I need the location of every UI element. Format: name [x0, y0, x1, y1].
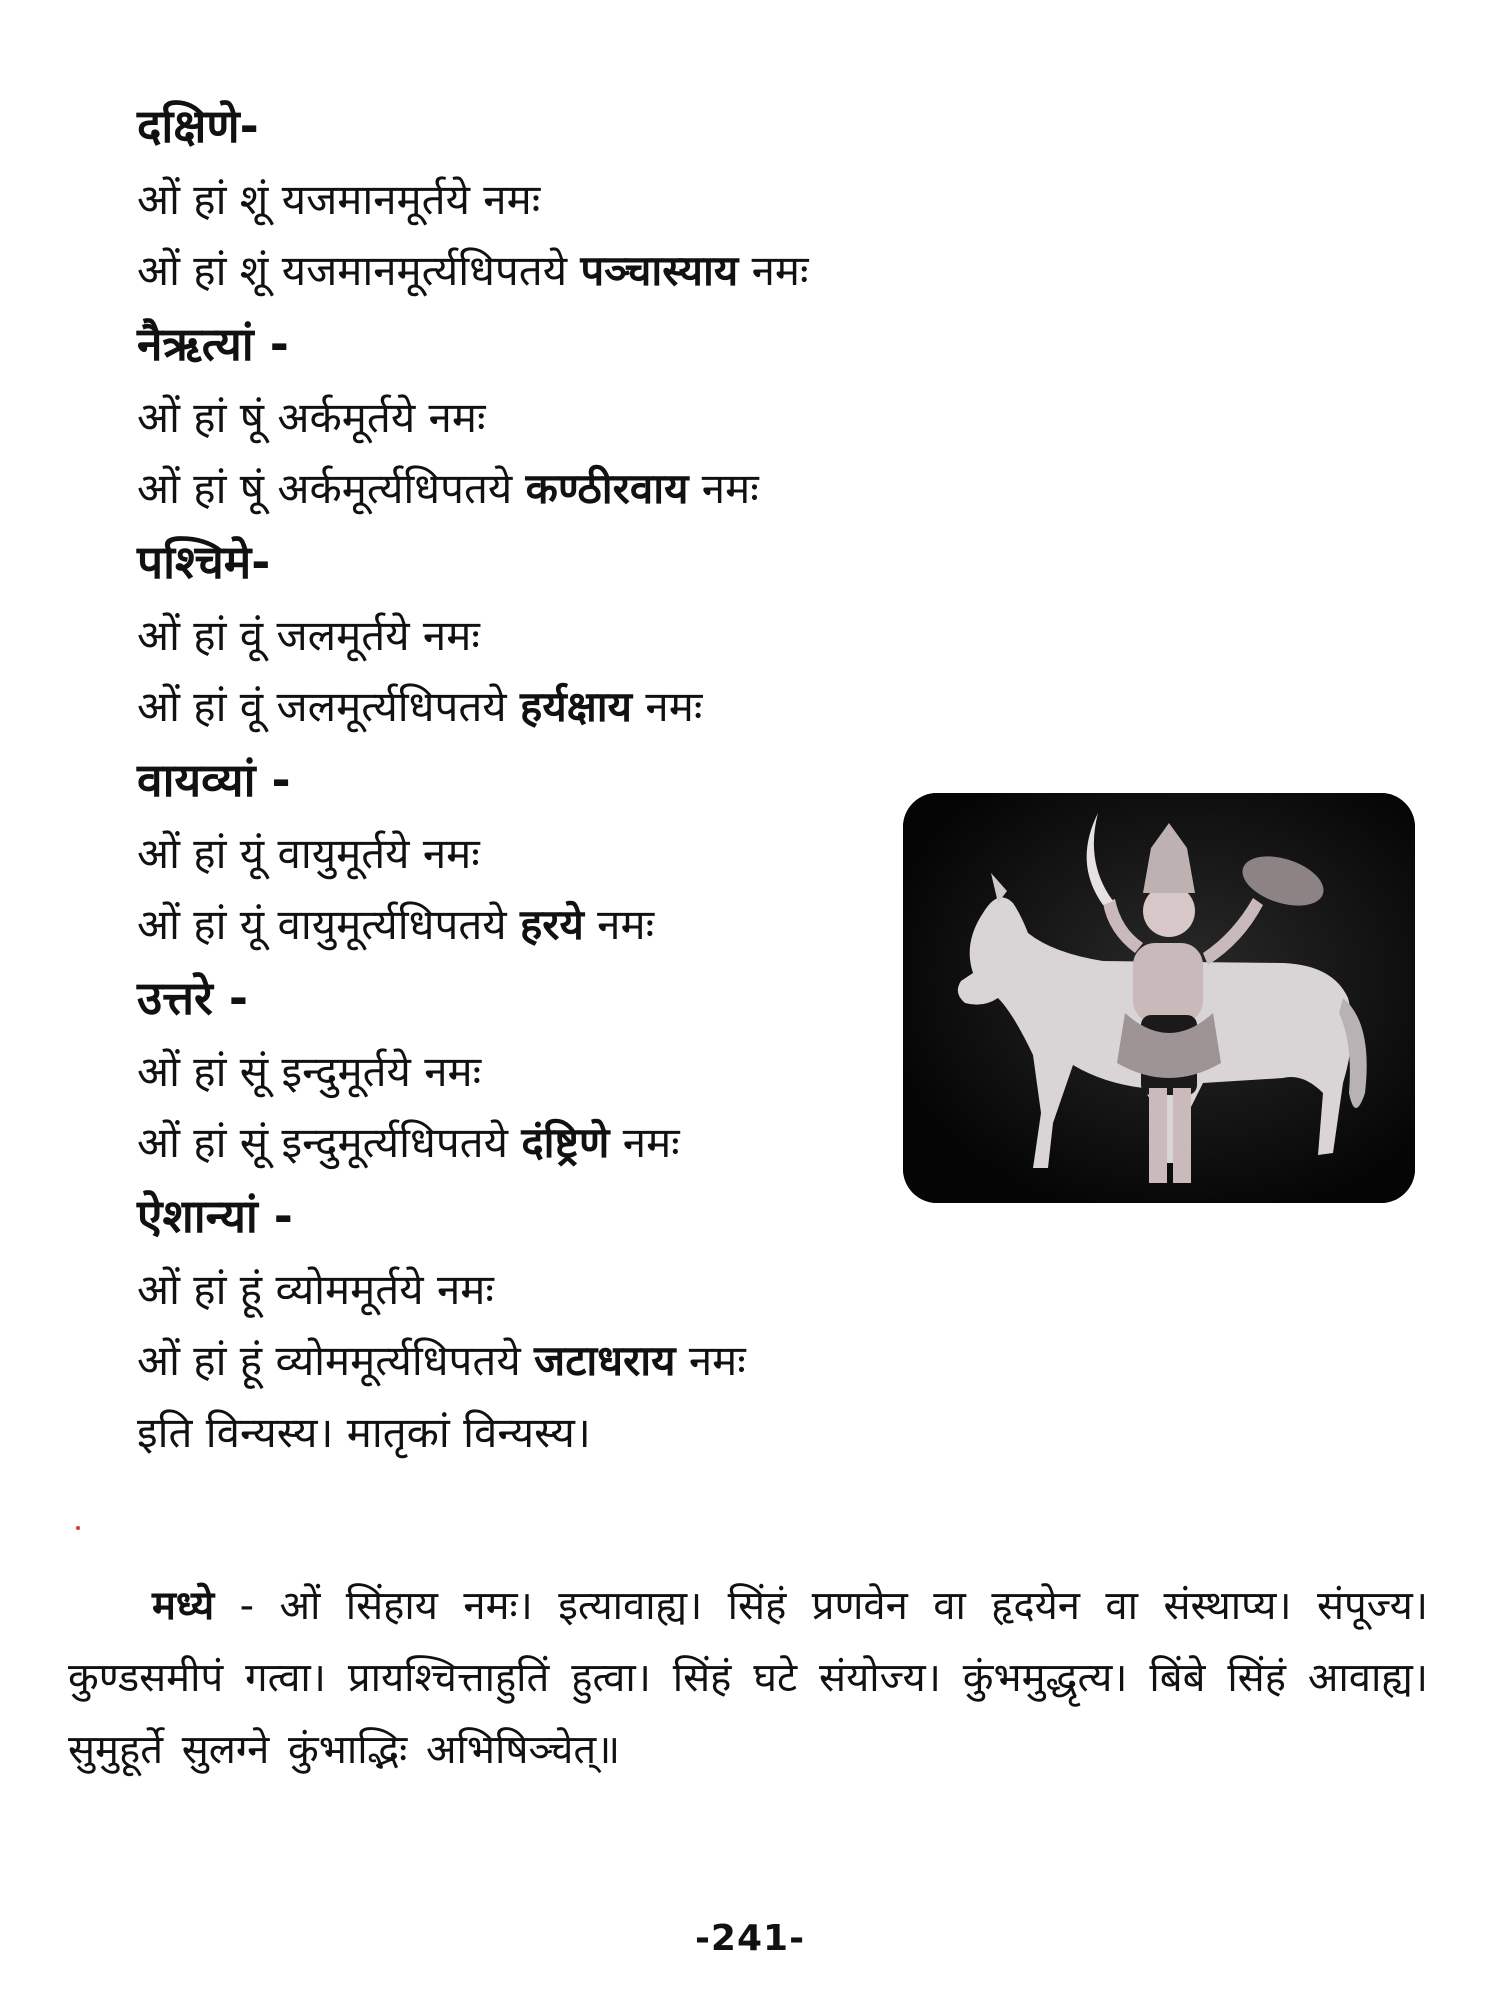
mantra-line	[137, 671, 897, 742]
mantra-epithet: दंष्ट्रिणे	[521, 1118, 610, 1167]
section-heading: ऐशान्यां -	[137, 1189, 293, 1243]
mantra-line	[137, 453, 897, 524]
mantra-ending: नमः	[609, 1118, 680, 1167]
mantra-text: ओं हां वूं जलमूर्त्यधिपतये	[137, 682, 521, 731]
deity-on-horse-image	[903, 793, 1415, 1203]
mantra-line	[137, 818, 897, 889]
mantra-line	[137, 600, 897, 671]
mantra-section	[137, 742, 897, 960]
mantra-line	[137, 235, 897, 306]
mantra-ending: नमः	[675, 1336, 746, 1385]
mantra-text: ओं हां षूं अर्कमूर्त्यधिपतये	[137, 464, 526, 513]
ink-speck	[76, 1526, 80, 1530]
section-heading: उत्तरे -	[137, 971, 248, 1025]
section-heading: दक्षिणे-	[137, 99, 259, 153]
mantra-epithet: जटाधराय	[534, 1336, 676, 1385]
paragraph-lead: मध्ये	[152, 1583, 215, 1629]
mantra-text: ओं हां सूं इन्दुमूर्तये नमः	[137, 1047, 482, 1096]
mantra-epithet: हरये	[519, 900, 584, 949]
mantra-line	[137, 889, 897, 960]
mantra-text: ओं हां हूं व्योममूर्तये नमः	[137, 1265, 494, 1314]
mantra-epithet: पञ्चास्याय	[580, 246, 739, 295]
mantra-text: ओं हां सूं इन्दुमूर्त्यधिपतये	[137, 1118, 522, 1167]
mantra-ending: नमः	[632, 682, 703, 731]
mantra-text: ओं हां यूं वायुमूर्तये नमः	[137, 829, 480, 878]
mantra-section	[137, 960, 897, 1178]
mantra-section	[137, 306, 897, 524]
mantra-text: ओं हां वूं जलमूर्तये नमः	[137, 611, 480, 660]
mantra-text: ओं हां हूं व्योममूर्त्यधिपतये	[137, 1336, 535, 1385]
section-heading: वायव्यां -	[137, 753, 291, 807]
paragraph-text: - ओं सिंहाय नमः। इत्यावाह्य। सिंहं प्रणवेन वा हृदयेन वा संस्थाप्य। संपूज्य। कुण्डसमीपं गत्वा। प्रायश्चित्ताहुतिं हुत्वा। सिंहं घटे संयोज्य। कुंभमुद्धृत्य। बिंबे सिंहं आवाह्य। सुमुहूर्ते सुलग्ने कुंभाद्भिः अभिषिञ्चेत्॥	[68, 1583, 1428, 1773]
page-number: -241-	[694, 1918, 806, 1959]
mantra-line	[137, 1254, 897, 1325]
mantra-ending: नमः	[583, 900, 655, 949]
mantra-line	[137, 1325, 897, 1396]
section-heading: नैऋत्यां -	[137, 317, 289, 371]
mantra-epithet: कण्ठीरवाय	[525, 464, 689, 513]
mantra-text: ओं हां शूं यजमानमूर्त्यधिपतये	[137, 246, 581, 295]
mantra-line	[137, 164, 897, 235]
section-heading: पश्चिमे-	[137, 535, 271, 589]
closing-paragraph	[68, 1570, 1428, 1786]
mantra-ending: नमः	[688, 464, 759, 513]
mantra-ending: नमः	[738, 246, 809, 295]
iti-line: इति विन्यस्य। मातृकां विन्यस्य।	[137, 1408, 591, 1457]
mantra-line	[137, 1107, 897, 1178]
mantra-line	[137, 382, 897, 453]
mantra-section	[137, 524, 897, 742]
mantra-sections	[137, 88, 897, 1470]
mantra-section	[137, 88, 897, 306]
mantra-text: ओं हां शूं यजमानमूर्तये नमः	[137, 175, 541, 224]
mantra-text: ओं हां यूं वायुमूर्त्यधिपतये	[137, 900, 520, 949]
mantra-section	[137, 1178, 897, 1396]
mantra-epithet: हर्यक्षाय	[520, 682, 633, 731]
mantra-line	[137, 1036, 897, 1107]
mantra-text: ओं हां षूं अर्कमूर्तये नमः	[137, 393, 486, 442]
